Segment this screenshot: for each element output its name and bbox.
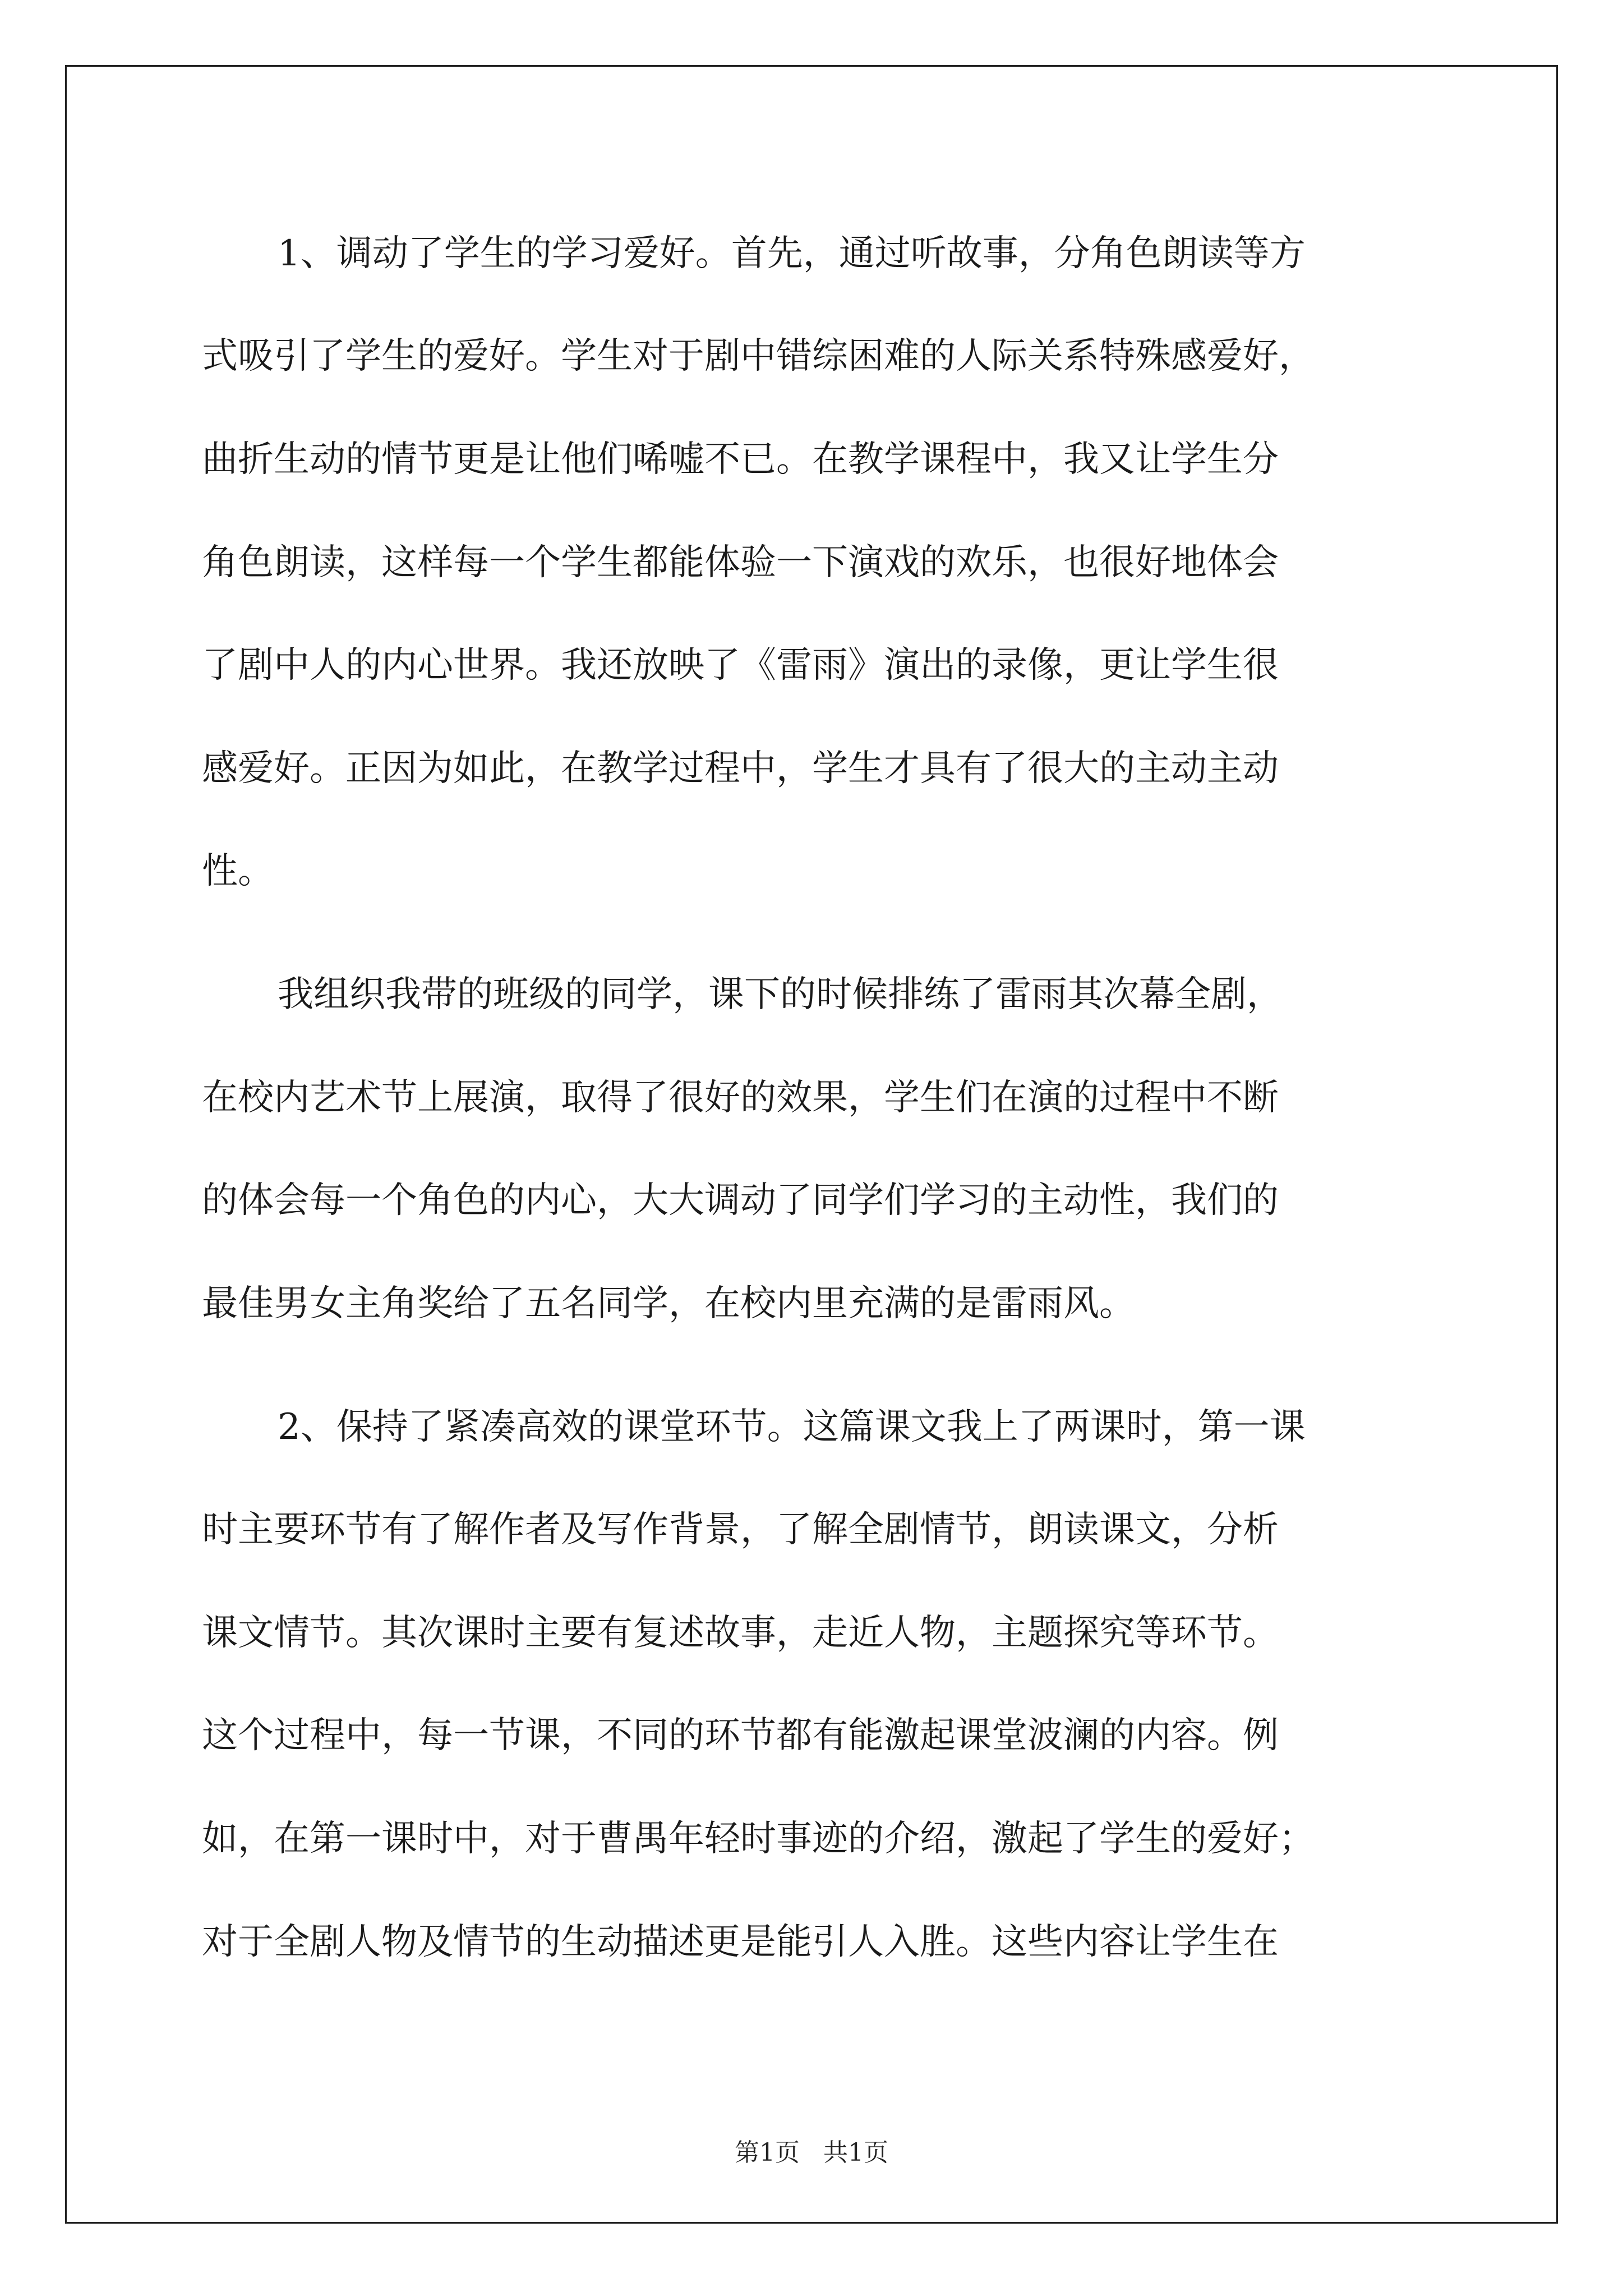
text-line: 课文情节。其次课时主要有复述故事，走近人物，主题探究等环节。 [202,1612,1279,1654]
text-line: 时主要环节有了解作者及写作背景，了解全剧情节，朗读课文，分析 [202,1509,1279,1550]
text-line: 的体会每一个角色的内心，大大调动了同学们学习的主动性，我们的 [202,1180,1279,1221]
page-number-footer: 第1页 共1页 [735,2138,888,2167]
text-line: 2、保持了紧凑高效的课堂环节。这篇课文我上了两课时，第一课 [278,1406,1306,1448]
text-line: 如，在第一课时中，对于曹禺年轻时事迹的介绍，激起了学生的爱好； [202,1818,1315,1860]
text-line: 最佳男女主角奖给了五名同学，在校内里充满的是雷雨风。 [202,1283,1135,1324]
text-line: 我组织我带的班级的同学，课下的时候排练了雷雨其次幕全剧， [278,974,1283,1015]
text-line: 了剧中人的内心世界。我还放映了《雷雨》演出的录像，更让学生很 [202,645,1279,686]
text-line: 这个过程中，每一节课，不同的环节都有能激起课堂波澜的内容。例 [202,1715,1279,1756]
text-line: 1、调动了学生的学习爱好。首先，通过听故事，分角色朗读等方 [278,233,1306,274]
text-line: 曲折生动的情节更是让他们唏嘘不已。在教学课程中，我又让学生分 [202,439,1279,480]
text-line: 感爱好。正因为如此，在教学过程中，学生才具有了很大的主动主动 [202,748,1279,789]
text-line: 式吸引了学生的爱好。学生对于剧中错综困难的人际关系特殊感爱好， [202,335,1315,377]
text-line: 对于全剧人物及情节的生动描述更是能引人入胜。这些内容让学生在 [202,1921,1279,1963]
text-line: 角色朗读，这样每一个学生都能体验一下演戏的欢乐，也很好地体会 [202,542,1279,583]
text-line: 性。 [202,850,274,892]
page-border [65,65,1558,2224]
text-line: 在校内艺术节上展演，取得了很好的效果，学生们在演的过程中不断 [202,1077,1279,1119]
